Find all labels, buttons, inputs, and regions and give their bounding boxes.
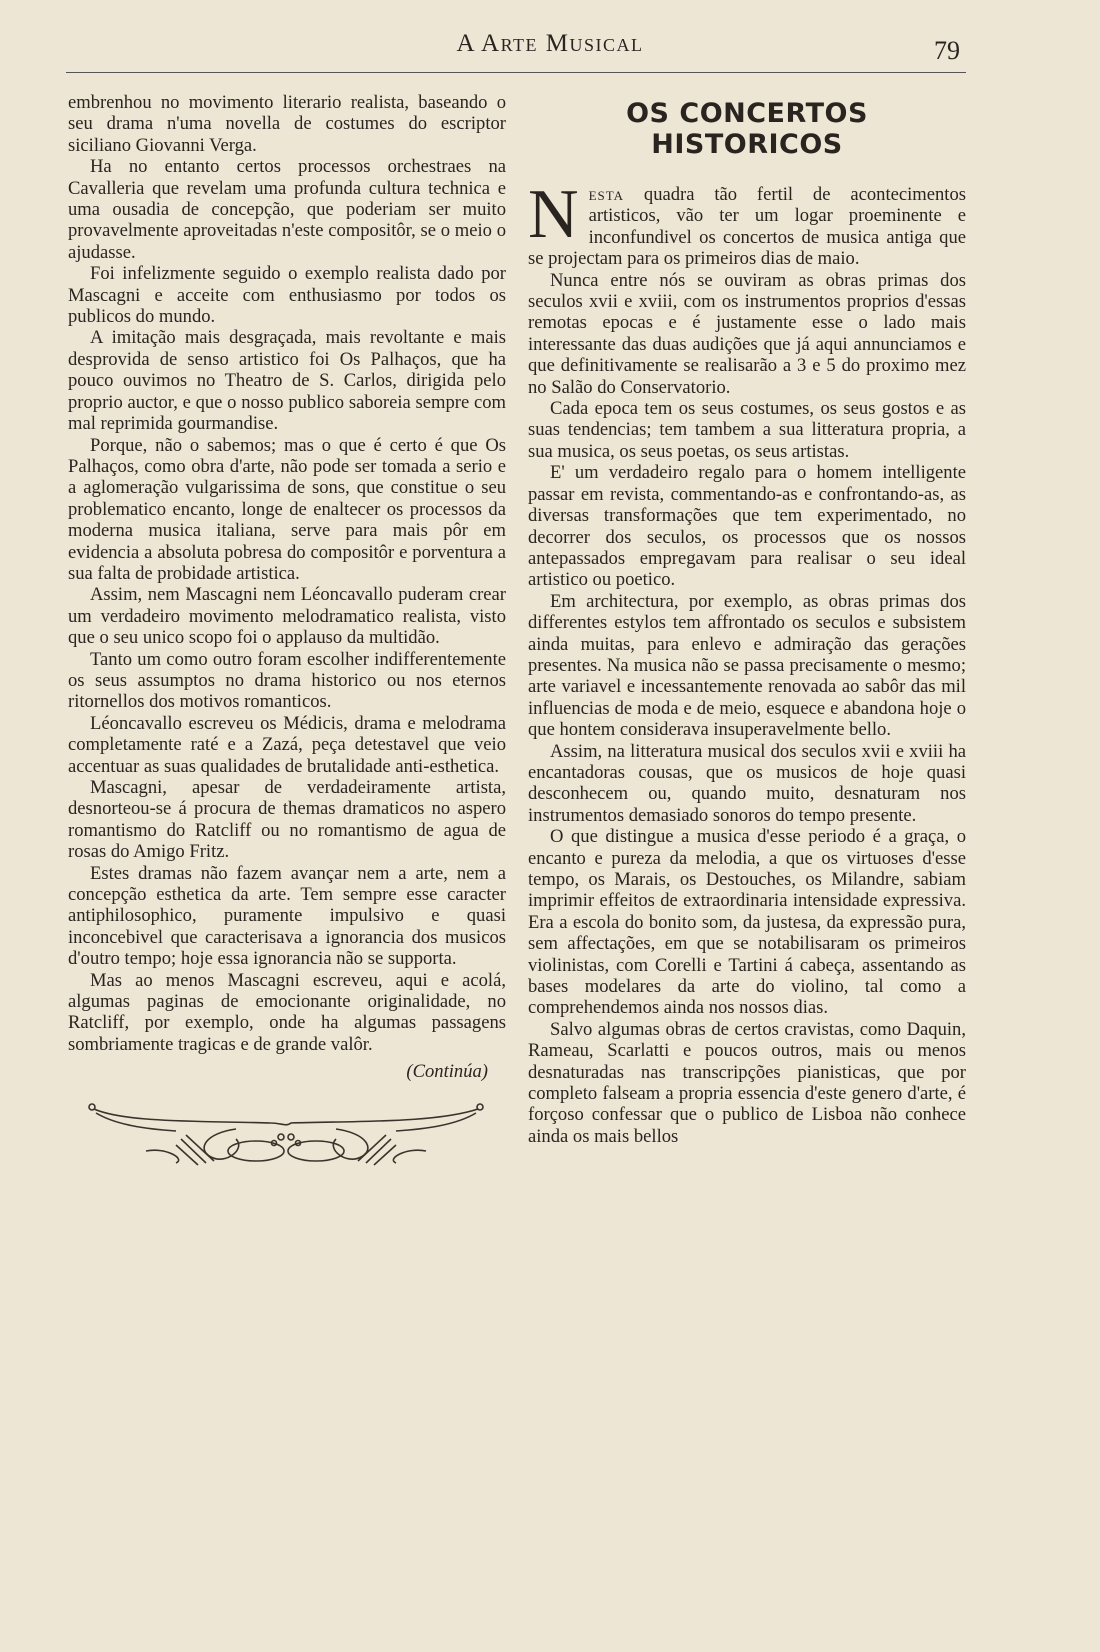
paragraph-text: quadra tão fertil de acontecimentos artisticos, vão ter um logar proeminente e inconfundivel os concertos de musica antiga que se projectam para os primeiros dias de maio. [528, 184, 966, 270]
paragraph: Cada epoca tem os seus costumes, os seus gostos e as suas tendencias; tem tambem a sua litteratura propria, a sua musica, os seus poetas, os seus artistas. [528, 398, 966, 462]
drop-cap: N [528, 176, 579, 253]
continua-note: (Continúa) [406, 1061, 488, 1083]
page-number: 79 [934, 36, 960, 65]
paragraph [528, 176, 966, 270]
paragraph: Porque, não o sabemos; mas o que é certo é que Os Palhaços, como obra d'arte, não pode ser tomada a serio e a aglomeração vulgarissima de sons, que constitue o seu problematico encanto, longe de enaltecer os processos da moderna musica italiana, serve para mais pôr em evidencia a absoluta pobresa do compositôr e porventura a sua falta de probidade artistica. [68, 434, 506, 584]
paragraph: Léoncavallo escreveu os Médicis, drama e melodrama completamente raté e a Zazá, peça detestavel que veio accentuar as suas qualidades de brutalidade anti-esthetica. [68, 712, 506, 777]
paragraph: E' um verdadeiro regalo para o homem intelligente passar em revista, commentando-as e confrontando-as, as diversas transformações que tem experimentado, no decorrer dos seculos, os processos que os nossos antepassados empregavam para realisar o seu ideal artistico ou poetico. [528, 462, 966, 591]
paragraph: Estes dramas não fazem avançar nem a arte, nem a concepção esthetica da arte. Tem sempre esse caracter antiphilosophico, puramente impulsivo e quasi inconcebivel que caracterisava a ignorancia dos musicos d'outro tempo; hoje essa ignorancia não se supporta. [68, 862, 506, 970]
article-title: OS CONCERTOS HISTORICOS [626, 98, 868, 160]
paragraph: Assim, na litteratura musical dos seculos xvii e xviii ha encantadoras cousas, que os musicos de hoje quasi desconhecem ou, quando muito, desnaturam nos instrumentos demasiado sonoros do tempo presente. [528, 740, 966, 826]
scroll-ornament-icon [86, 1099, 486, 1171]
paragraph: Em architectura, por exemplo, as obras primas dos differentes estylos tem affrontado os seculos e subsistem ainda muitas, para enlevo e admiração das gerações presentes. Na musica não se passa precisamente o mesmo; arte variavel e incessantemente renovada ao sabôr das mil influencias de moda e de meio, esquece e abandona hoje o que hontem considerava insuperavelmente bello. [528, 590, 966, 741]
paragraph: Tanto um como outro foram escolher indifferentemente os seus assumptos no drama historico ou nos eternos ritornellos dos motivos romanticos. [68, 648, 506, 713]
running-title: A Arte Musical [456, 30, 644, 57]
paragraph: Foi infelizmente seguido o exemplo realista dado por Mascagni e acceite com enthusiasmo por todos os publicos do mundo. [68, 263, 506, 328]
paragraph: Mascagni, apesar de verdadeiramente artista, desnorteou-se á procura de themas dramaticos no aspero romantismo do Ratcliff ou no romantismo de agua de rosas do Amigo Fritz. [68, 777, 506, 863]
paragraph: Assim, nem Mascagni nem Léoncavallo puderam crear um verdadeiro movimento melodramatico realista, visto que o seu unico scopo foi o applauso da multidão. [68, 584, 506, 649]
first-word: esta [588, 184, 625, 205]
paragraph: Mas ao menos Mascagni escreveu, aqui e acolá, algumas paginas de emocionante originalidade, no Ratcliff, por exemplo, onde ha algumas passagens sombriamente tragicas e de grande valôr. [68, 969, 506, 1055]
header-rule [66, 72, 966, 73]
paragraph: A imitação mais desgraçada, mais revoltante e mais desprovida de senso artistico foi Os Palhaços, que ha pouco ouvimos no Theatro de S. Carlos, dirigida pelo proprio auctor, e que o nosso publico saboreia sempre com mal reprimida gourmandise. [68, 327, 506, 435]
paragraph: O que distingue a musica d'esse periodo é a graça, o encanto e pureza da melodia, a que os virtuoses d'esse tempo, os Marais, os Destouches, os Milandre, sabiam imprimir effeitos de extraordinaria intensidade expressiva. Era a escola do bonito som, da justesa, da expressão pura, sem affectações, em que se notabilisaram os primeiros violinistas, com Corelli e Tartini á cabeça, assentando as bases modelares da arte do violino, tal como a comprehendemos ainda nos nossos dias. [528, 826, 966, 1019]
left-column [68, 92, 506, 1171]
right-column [528, 92, 966, 1147]
paragraph: Salvo algumas obras de certos cravistas, como Daquin, Rameau, Scarlatti e poucos outros, mais ou menos desnaturadas nas transcripções pianisticas, que por completo falseam a propria essencia d'este genero d'arte, é forçoso confessar que o publico de Lisboa não conhece ainda os mais bellos [528, 1018, 966, 1147]
paragraph: Ha no entanto certos processos orchestraes na Cavalleria que revelam uma profunda cultura technica e uma ousadia de concepção, que poderiam ser muito provavelmente aproveitadas n'este compositôr, se o meio o ajudasse. [68, 156, 506, 263]
paragraph: embrenhou no movimento literario realista, baseando o seu drama n'uma novella de costumes do escriptor siciliano Giovanni Verga. [68, 92, 506, 156]
paragraph: Nunca entre nós se ouviram as obras primas dos seculos xvii e xviii, com os instrumentos proprios d'essas remotas epocas e é justamente esse o lado mais interessante das duas audições que já aqui annunciamos e que definitivamente se realisarão a 3 e 5 do proximo mez no Salão do Conservatorio. [528, 269, 966, 398]
